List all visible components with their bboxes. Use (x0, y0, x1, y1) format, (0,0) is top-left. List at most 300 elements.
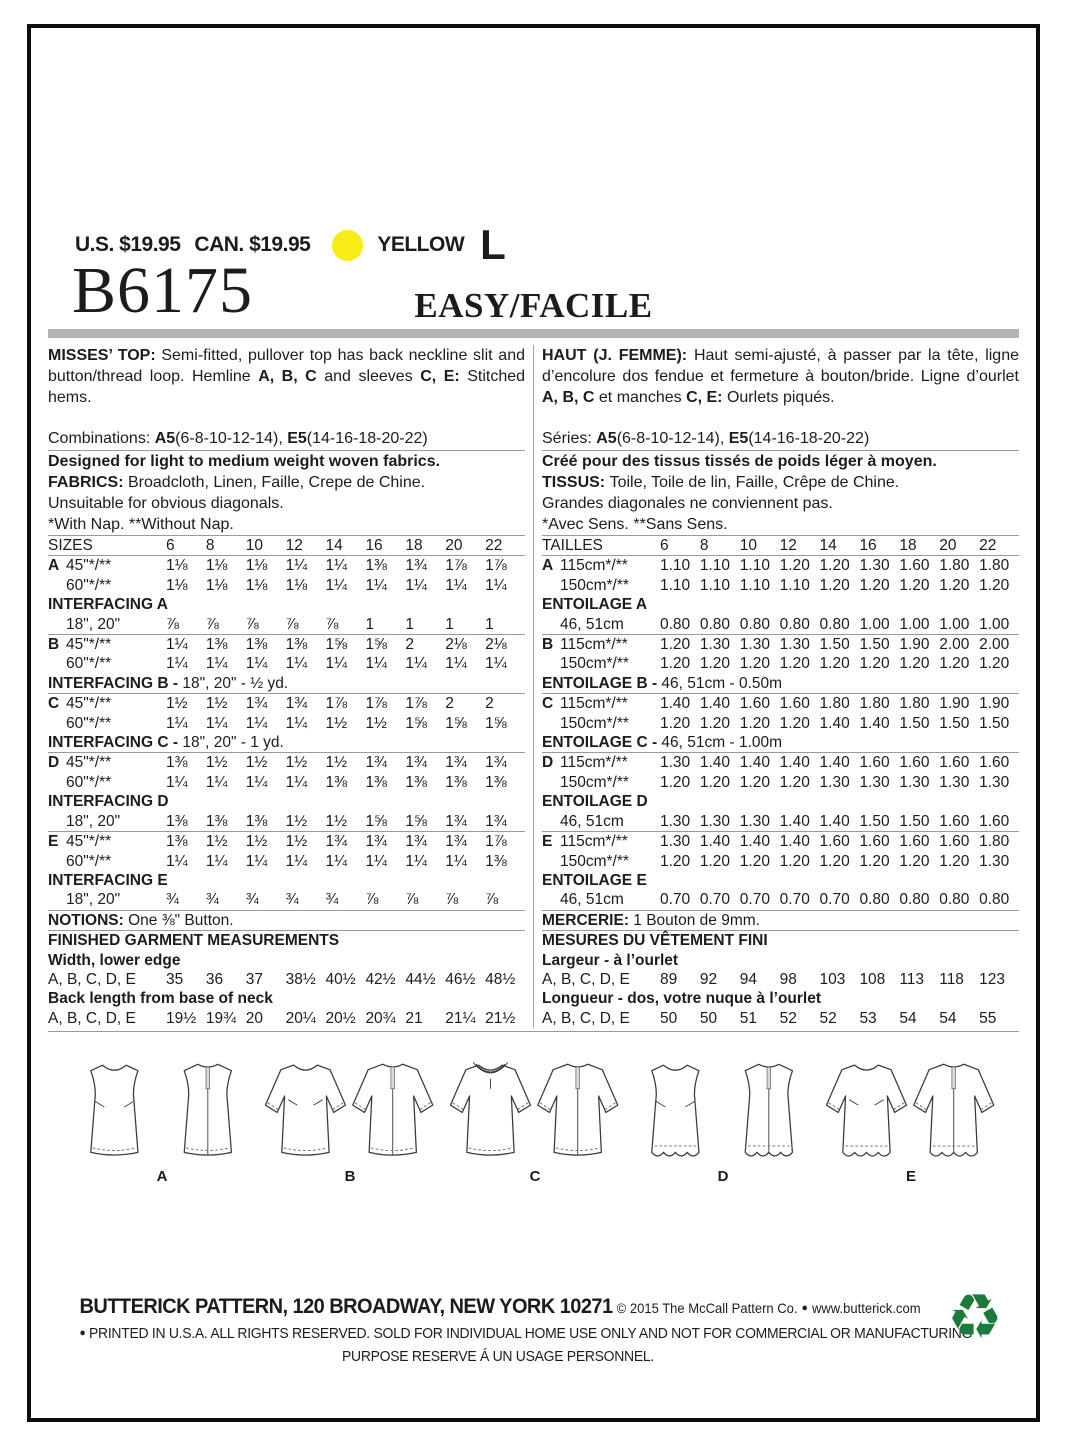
size-column-header: 12 (285, 537, 303, 554)
row-label: 45"*/** (66, 833, 112, 851)
table-value: 21 (405, 1009, 423, 1027)
table-value: 1¼ (285, 714, 308, 732)
table-value: 1 (405, 615, 414, 633)
view-letter: C (48, 695, 60, 713)
table-value: 1¼ (445, 655, 467, 673)
publisher-address: BUTTERICK PATTERN, 120 BROADWAY, NEW YORK 10271 (79, 1294, 613, 1318)
table-value: 21¼ (445, 1009, 476, 1027)
view-c (445, 1056, 625, 1185)
table-value: 1.20 (739, 655, 770, 673)
table-value: 1¾ (325, 833, 348, 851)
table-value: ⅞ (405, 891, 419, 909)
section-row: INTERFACING B - 18", 20" - ½ yd. (48, 674, 289, 692)
table-value: 1¼ (245, 714, 268, 732)
table-value: 2.00 (979, 636, 1010, 654)
size-column-header: 6 (166, 537, 175, 554)
table-row (542, 576, 1019, 595)
table-value: 0.80 (979, 891, 1010, 909)
english-description: MISSES’ TOP: Semi-fitted, pullover top has back neckline slit and button/thread loop. Hemline A, B, C and sleeves C, E: Stitched hems. (48, 347, 526, 406)
table-value: 1½ (166, 695, 188, 713)
table-value: 2 (485, 695, 494, 713)
table-value: 20¾ (365, 1009, 396, 1027)
row-label: 115cm*/** (560, 557, 628, 575)
table-value: 1⅛ (205, 576, 228, 594)
english-designed-line: Designed for light to medium weight woven fabrics. (48, 453, 441, 470)
table-value: 1¼ (405, 852, 427, 870)
table-value: 1¼ (365, 576, 387, 594)
table-value: 1.50 (979, 714, 1010, 732)
table-value: 19½ (166, 1009, 197, 1027)
row-label: 45"*/** (66, 636, 112, 654)
table-row (48, 674, 525, 693)
table-value: 1½ (205, 695, 228, 713)
table-value: 1¼ (245, 773, 268, 791)
table-row (542, 812, 1019, 831)
table-row (48, 910, 525, 930)
table-value: 1¼ (245, 852, 268, 870)
table-value: 1⅜ (485, 852, 507, 870)
table-value: 1.10 (699, 557, 731, 575)
row-label: 60"*/** (66, 714, 112, 732)
table-value: 1.10 (660, 576, 691, 594)
table-row (542, 970, 1019, 989)
view-a-label: A (156, 1168, 168, 1185)
row-label: 45"*/** (66, 754, 112, 772)
table-row (48, 752, 525, 772)
table-value: 51 (739, 1009, 758, 1027)
table-value: 1.20 (939, 576, 970, 594)
row-label: 115cm*/** (560, 695, 628, 713)
table-header-row (48, 535, 525, 556)
table-value: 1¾ (405, 754, 427, 772)
bullet-icon: ● (801, 1302, 808, 1314)
table-value: 1.20 (899, 576, 930, 594)
price-can: CAN. $19.95 (194, 233, 311, 256)
row-label: 150cm*/** (560, 576, 629, 594)
table-row (542, 792, 1019, 811)
table-value: 1¼ (166, 714, 188, 732)
table-header-label: TAILLES (542, 537, 603, 554)
size-column-header: 14 (819, 537, 837, 554)
table-value: 1.60 (979, 812, 1010, 830)
table-value: 48½ (485, 970, 516, 988)
table-value: 1.20 (660, 655, 691, 673)
table-value: 2⅛ (485, 636, 507, 654)
table-value: 1.40 (819, 714, 850, 732)
table-value: 35 (166, 970, 184, 988)
size-column-header: 20 (939, 537, 957, 554)
table-row (542, 890, 1019, 909)
table-value: 1.20 (979, 576, 1010, 594)
view-d-drawing (630, 1056, 816, 1167)
row-label: 150cm*/** (560, 852, 629, 870)
table-row (48, 831, 525, 851)
table-value: 1¼ (285, 852, 308, 870)
table-value: 108 (859, 970, 886, 988)
table-value: 1.80 (979, 833, 1010, 851)
french-unsuitable-line: Grandes diagonales ne conviennent pas. (542, 495, 833, 512)
view-letter (48, 852, 66, 871)
table-row (542, 634, 1019, 654)
table-row (48, 930, 525, 950)
size-column-header: 6 (660, 537, 669, 554)
view-letter: A (542, 557, 554, 575)
table-value: 94 (739, 970, 758, 988)
table-row (542, 615, 1019, 634)
table-value: 1.10 (739, 557, 770, 575)
table-value: 1¼ (445, 576, 467, 594)
table-value: 1½ (325, 812, 348, 830)
table-value: ⅞ (285, 615, 299, 633)
table-value: 20¼ (285, 1009, 316, 1027)
table-value: 1½ (325, 714, 348, 732)
table-value: 1.20 (699, 852, 731, 870)
table-value: 1.80 (819, 695, 850, 713)
table-value: 0.70 (819, 891, 850, 909)
size-column-header: 8 (205, 537, 215, 554)
yellow-dot-icon (332, 230, 363, 261)
table-value: 1½ (285, 754, 308, 772)
view-letter (48, 773, 66, 792)
table-value: 1⅞ (325, 695, 348, 713)
table-value: 1.20 (899, 655, 930, 673)
table-value: 1.60 (739, 695, 770, 713)
website-text: www.butterick.com (812, 1300, 921, 1316)
table-value: 1¼ (405, 655, 427, 673)
table-value: 1¼ (325, 576, 348, 594)
table-value: 1½ (325, 754, 348, 772)
table-value: 1¾ (365, 754, 387, 772)
table-value: 1⅜ (365, 557, 387, 575)
table-value: 1¼ (365, 852, 387, 870)
table-value: 1¾ (285, 695, 308, 713)
table-value: 1.20 (660, 852, 691, 870)
table-value: 1¼ (166, 636, 188, 654)
table-value: ⅞ (325, 615, 339, 633)
view-letter (48, 890, 66, 909)
table-value: 1.80 (939, 557, 970, 575)
price-us: U.S. $19.95 (75, 233, 181, 256)
table-value: 0.80 (939, 891, 970, 909)
table-value: 1¼ (205, 773, 228, 791)
french-designed-line: Créé pour des tissus tissés de poids léger à moyen. (542, 453, 937, 470)
table-value: 1½ (365, 714, 387, 732)
table-value: 1.20 (739, 773, 770, 791)
table-row (542, 831, 1019, 851)
table-value: 0.80 (699, 615, 731, 633)
section-row: ENTOILAGE C - 46, 51cm - 1.00m (542, 734, 783, 752)
table-value: 0.80 (779, 615, 810, 633)
table-value: 1.60 (779, 695, 810, 713)
table-row (542, 871, 1019, 890)
table-value: 1.00 (979, 615, 1010, 633)
table-value: 1⅛ (166, 576, 188, 594)
table-value: 1¼ (325, 655, 348, 673)
table-value: 1.30 (699, 812, 731, 830)
table-value: 1¼ (205, 852, 228, 870)
table-value: 1⅜ (245, 636, 268, 654)
table-value: 1.30 (660, 754, 691, 772)
view-letter (542, 890, 560, 909)
table-value: 1.20 (660, 773, 691, 791)
table-value: 1⅝ (405, 812, 427, 830)
table-value: 1⅛ (166, 557, 188, 575)
section-row: ENTOILAGE D (542, 793, 648, 811)
content-columns (48, 345, 1019, 1032)
table-value: 1.40 (779, 812, 810, 830)
table-value: 89 (660, 970, 678, 988)
table-row (48, 989, 525, 1008)
table-value: 103 (819, 970, 846, 988)
table-value: 1.30 (859, 773, 890, 791)
table-row (542, 556, 1019, 575)
row-label: 45"*/** (66, 557, 112, 575)
table-value: 1.20 (699, 773, 731, 791)
table-value: 55 (979, 1009, 997, 1027)
size-column-header: 10 (739, 537, 758, 554)
size-column-header: 14 (325, 537, 343, 554)
section-row: MESURES DU VÊTEMENT FINI (542, 932, 768, 950)
table-value: 1⅝ (325, 636, 348, 654)
size-column-header: 18 (899, 537, 917, 554)
view-letter: B (48, 636, 60, 654)
view-d-label: D (717, 1168, 729, 1185)
footer-line1 (79, 1290, 921, 1322)
table-value: 1.20 (819, 655, 850, 673)
french-yardage-table (542, 535, 1019, 1028)
section-row: INTERFACING C - 18", 20" - 1 yd. (48, 734, 284, 752)
size-column-header: 10 (245, 537, 264, 554)
table-value: 1.20 (859, 576, 890, 594)
table-value: ¾ (245, 891, 259, 909)
table-value: 1¾ (485, 754, 507, 772)
table-value: 1⅛ (245, 576, 268, 594)
table-value: 52 (819, 1009, 837, 1027)
french-column (542, 345, 1019, 1028)
table-value: 1.20 (779, 655, 810, 673)
table-value: 1.30 (660, 833, 691, 851)
row-label: 115cm*/** (560, 636, 628, 654)
english-unsuitable-line: Unsuitable for obvious diagonals. (48, 495, 284, 512)
view-letter (542, 576, 560, 595)
table-value: 1⅜ (205, 812, 228, 830)
table-value: 1.50 (859, 812, 890, 830)
table-value: 1.60 (819, 833, 850, 851)
table-value: 1.30 (739, 636, 770, 654)
table-value: 1⅜ (325, 773, 348, 791)
table-row (48, 773, 525, 792)
garment-views (69, 1056, 1001, 1185)
view-e (821, 1056, 1001, 1185)
size-column-header: 22 (485, 537, 503, 554)
table-value: 1.20 (819, 557, 850, 575)
table-value: 1.20 (779, 773, 810, 791)
table-value: ⅞ (205, 615, 219, 633)
table-value: ¾ (325, 891, 339, 909)
table-value: 1 (485, 615, 494, 633)
table-value: 1.80 (899, 695, 930, 713)
table-value: 0.80 (819, 615, 850, 633)
table-value: 50 (660, 1009, 678, 1027)
table-value: 92 (699, 970, 718, 988)
table-row (542, 1009, 1019, 1028)
table-value: 1.20 (779, 714, 810, 732)
table-value: 1.50 (899, 812, 930, 830)
table-value: ¾ (285, 891, 299, 909)
table-value: 21½ (485, 1009, 516, 1027)
table-value: 1¼ (325, 557, 348, 575)
table-value: 46½ (445, 970, 476, 988)
table-row (542, 951, 1019, 970)
table-value: 42½ (365, 970, 396, 988)
table-row (48, 812, 525, 831)
table-value: 1.90 (939, 695, 970, 713)
table-value: 1.20 (699, 714, 731, 732)
view-letter (48, 812, 66, 831)
table-value: 1.20 (859, 655, 890, 673)
section-row: MERCERIE: 1 Bouton de 9mm. (542, 911, 760, 929)
table-value: 1⅝ (445, 714, 467, 732)
table-value: 1⅜ (166, 812, 188, 830)
table-value: 1.60 (979, 754, 1010, 772)
table-value: 1.10 (779, 576, 810, 594)
table-value: 1.20 (899, 852, 930, 870)
english-combinations: Combinations: A5(6-8-10-12-14), E5(14-16-18-20-22) (48, 428, 525, 451)
section-row: INTERFACING E (48, 871, 168, 889)
pattern-number: B6175 (72, 254, 254, 327)
row-label: 46, 51cm (560, 891, 624, 909)
table-value: 2 (445, 695, 454, 713)
table-value: 1⅝ (365, 636, 387, 654)
view-letter (542, 654, 560, 673)
table-value: 1.30 (699, 636, 731, 654)
table-value: 1 (445, 615, 454, 633)
table-value: ⅞ (245, 615, 259, 633)
table-value: 1.20 (699, 655, 731, 673)
table-value: 1¼ (325, 852, 348, 870)
table-value: 1½ (205, 833, 228, 851)
table-value: 1⅞ (445, 557, 467, 575)
table-value: 0.80 (859, 891, 890, 909)
table-value: 1⅝ (405, 714, 427, 732)
table-row (48, 890, 525, 909)
table-value: 1.60 (939, 754, 970, 772)
table-value: 1.60 (859, 754, 890, 772)
table-value: ⅞ (166, 615, 179, 633)
view-letter (48, 654, 66, 673)
table-value: 1.80 (979, 557, 1010, 575)
table-row (542, 693, 1019, 713)
size-column-header: 20 (445, 537, 463, 554)
table-value: 1⅞ (485, 557, 507, 575)
table-value: 1.20 (939, 852, 970, 870)
english-column (48, 345, 525, 1028)
table-value: 1.90 (979, 695, 1010, 713)
table-value: 1¾ (485, 812, 507, 830)
table-value: 1⅝ (485, 714, 507, 732)
table-value: 1⅛ (245, 557, 268, 575)
table-value: 1⅛ (285, 576, 308, 594)
section-row: Longueur - dos, votre nuque à l’ourlet (542, 990, 822, 1008)
table-value: 1¼ (205, 714, 228, 732)
color-name: YELLOW (377, 233, 465, 256)
view-c-label: C (529, 1168, 541, 1185)
table-value: 50 (699, 1009, 718, 1027)
table-value: 0.80 (739, 615, 770, 633)
table-value: 1¼ (166, 852, 188, 870)
table-value: 1.20 (660, 636, 691, 654)
table-value: ⅞ (445, 891, 459, 909)
french-series: Séries: A5(6-8-10-12-14), E5(14-16-18-20-22) (542, 428, 1019, 451)
table-value: 1½ (285, 812, 308, 830)
table-value: 1¼ (205, 655, 228, 673)
table-value: 1.20 (739, 852, 770, 870)
table-value: 1⅞ (365, 695, 387, 713)
table-value: 1¾ (405, 557, 427, 575)
view-d (630, 1056, 816, 1185)
table-value: 1.20 (779, 852, 810, 870)
table-value: 1.60 (939, 833, 970, 851)
table-value: 1.00 (899, 615, 930, 633)
table-value: 1.40 (660, 695, 691, 713)
table-row (542, 910, 1019, 930)
table-value: 1¼ (445, 852, 467, 870)
view-letter: D (48, 754, 60, 772)
table-value: 1¾ (405, 833, 427, 851)
size-column-header: 22 (979, 537, 997, 554)
table-value: 0.70 (779, 891, 810, 909)
table-value: 1⅜ (205, 636, 228, 654)
table-value: 1.40 (739, 833, 770, 851)
row-label: 60"*/** (66, 852, 112, 870)
view-letter: E (542, 833, 553, 851)
recycle-icon: ♻ (947, 1280, 1003, 1353)
row-label: 18", 20" (66, 812, 121, 830)
table-value: 1.30 (819, 773, 850, 791)
table-value: 20½ (325, 1009, 356, 1027)
table-value: 1.20 (939, 655, 970, 673)
rights-text: PRINTED IN U.S.A. ALL RIGHTS RESERVED. SOLD FOR INDIVIDUAL HOME USE ONLY AND NOT FOR COMMERCIAL OR MANUFACTURING (89, 1325, 973, 1343)
view-letter: E (48, 833, 59, 851)
table-value: 1.10 (739, 576, 770, 594)
table-row (48, 556, 525, 575)
table-row (542, 595, 1019, 614)
footer (48, 1290, 973, 1368)
table-value: 1¼ (245, 655, 268, 673)
table-value: 54 (939, 1009, 957, 1027)
table-value: 1.20 (819, 852, 850, 870)
row-label: A, B, C, D, E (48, 970, 136, 988)
table-value: 1⅜ (166, 754, 188, 772)
table-value: 1.50 (899, 714, 930, 732)
table-value: 1.60 (899, 833, 930, 851)
size-column-header: 8 (699, 537, 709, 554)
size-letter: L (480, 221, 506, 268)
view-c-drawing (445, 1056, 625, 1167)
table-value: 53 (859, 1009, 877, 1027)
table-row (542, 714, 1019, 733)
table-value: 1¼ (485, 655, 507, 673)
table-value: 1.30 (899, 773, 930, 791)
table-value: 1⅜ (445, 773, 467, 791)
table-value: 1.40 (699, 695, 731, 713)
view-a-drawing (69, 1056, 255, 1167)
table-value: 1.30 (979, 773, 1010, 791)
table-row (542, 674, 1019, 693)
table-value: 36 (205, 970, 224, 988)
row-label: 18", 20" (66, 615, 121, 633)
french-nap-line: *Avec Sens. **Sans Sens. (542, 516, 728, 533)
